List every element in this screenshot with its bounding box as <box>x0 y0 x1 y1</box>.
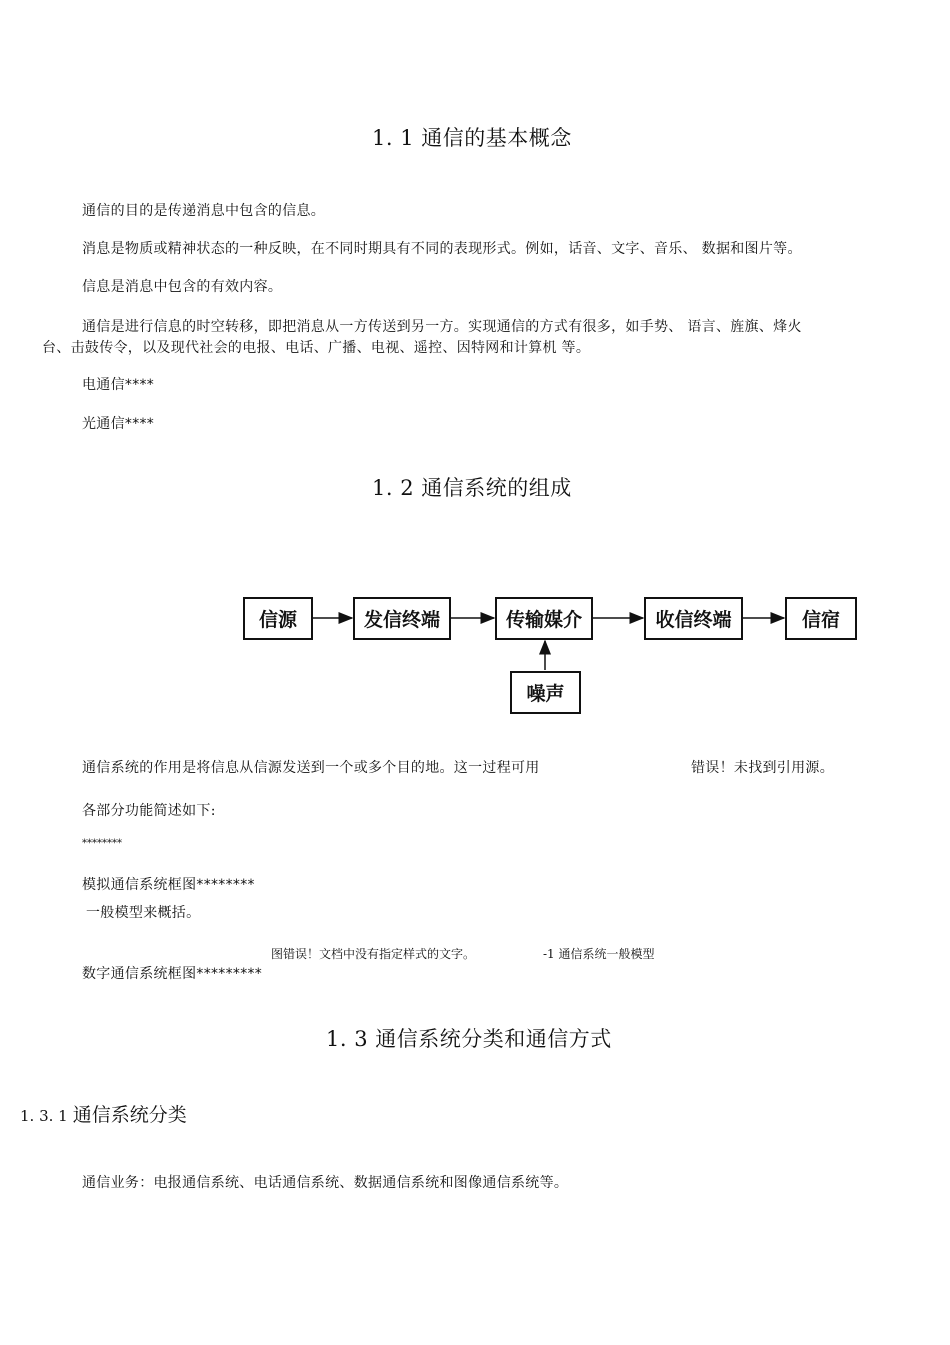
section-title-1-3: 1. 3 通信系统分类和通信方式 <box>326 1027 612 1051</box>
placeholder-stars: **** <box>124 416 155 432</box>
paragraph: 通信的目的是传递消息中包含的信息。 <box>82 203 326 219</box>
diagram-box-noise: 噪声 <box>510 671 581 714</box>
placeholder-stars: ******** <box>82 838 122 849</box>
paragraph: 通信业务：电报通信系统、电话通信系统、数据通信系统和图像通信系统等。 <box>82 1175 569 1191</box>
paragraph-text: 电通信 <box>82 377 125 393</box>
figure-caption: -1 通信系统一般模型 <box>543 947 655 961</box>
paragraph-text: 光通信 <box>82 416 125 432</box>
diagram-box-receiver: 收信终端 <box>644 597 743 640</box>
subsection-number: 1. 3. 1 <box>20 1107 68 1125</box>
diagram-box-transmitter: 发信终端 <box>353 597 451 640</box>
paragraph: 通信系统的作用是将信息从信源发送到一个或多个目的地。这一过程可用 <box>82 760 540 776</box>
placeholder-stars: ********* <box>196 966 263 982</box>
placeholder-stars: **** <box>124 377 155 393</box>
figure-caption-error: 图错误！文档中没有指定样式的文字。 <box>271 947 476 961</box>
paragraph-analog-diagram <box>82 874 255 894</box>
paragraph-text: 数字通信系统框图 <box>82 966 197 982</box>
subsection-heading-1-3-1 <box>20 1100 187 1127</box>
paragraph: 各部分功能简述如下: <box>82 803 216 819</box>
subsection-title: 通信系统分类 <box>72 1104 187 1126</box>
reference-error: 错误！未找到引用源。 <box>691 760 834 776</box>
paragraph: 消息是物质或精神状态的一种反映，在不同时期具有不同的表现形式。例如，话音、文字、音乐、 数据和图片等。 <box>82 241 802 257</box>
paragraph-digital-diagram <box>82 963 262 983</box>
paragraph-line: 台、击鼓传令，以及现代社会的电报、电话、广播、电视、遥控、因特网和计算机 等。 <box>42 340 591 356</box>
diagram-box-source: 信源 <box>243 597 313 640</box>
paragraph: 一般模型来概括。 <box>86 905 201 921</box>
paragraph-line: 通信是进行信息的时空转移，即把消息从一方传送到另一方。实现通信的方式有很多，如手势、 语言、旌旗、烽火 <box>82 319 802 335</box>
diagram-box-medium: 传输媒介 <box>495 597 593 640</box>
paragraph-text: 模拟通信系统框图 <box>82 877 197 893</box>
section-title-1-2: 1. 2 通信系统的组成 <box>372 476 572 500</box>
placeholder-stars: ******** <box>196 877 255 893</box>
diagram-box-sink: 信宿 <box>785 597 857 640</box>
section-title-1-1: 1. 1 通信的基本概念 <box>372 126 572 150</box>
paragraph: 信息是消息中包含的有效内容。 <box>82 279 283 295</box>
